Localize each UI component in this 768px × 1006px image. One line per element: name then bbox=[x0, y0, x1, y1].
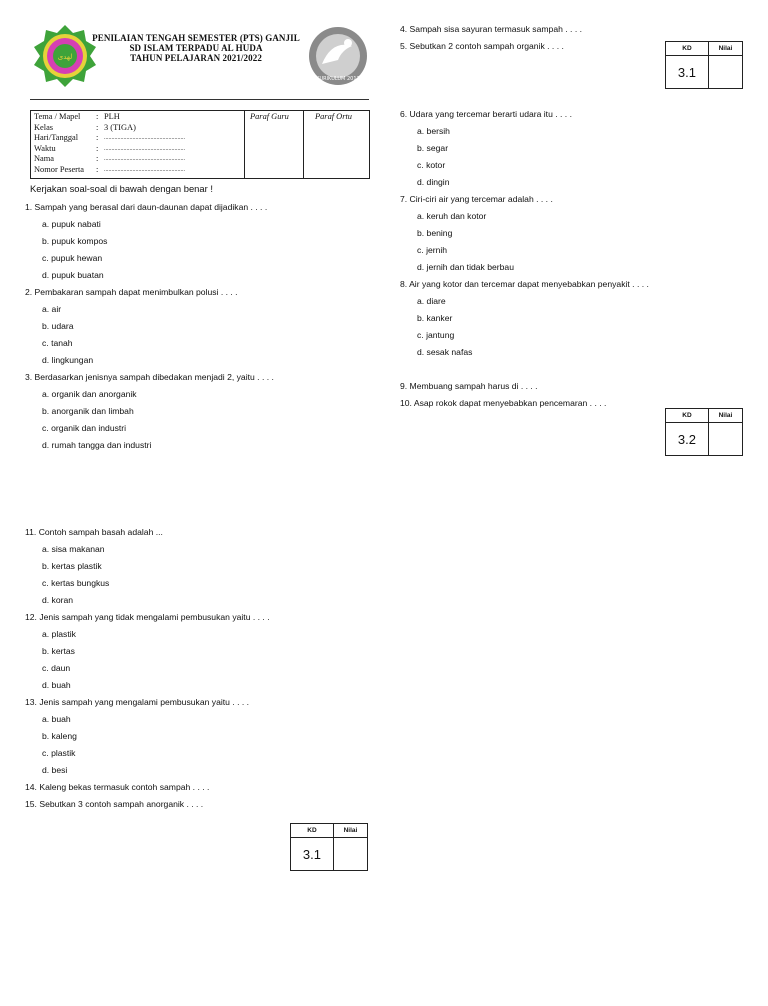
question-13-option: c. plastik bbox=[42, 748, 76, 758]
svg-text:ﻟﻬﺪﻯ: ﻟﻬﺪﻯ bbox=[57, 53, 73, 61]
kd-box-1 bbox=[665, 41, 743, 89]
identity-row: Hari/Tanggal : ...................................................... bbox=[34, 133, 185, 143]
question-11-option: c. kertas bungkus bbox=[42, 578, 110, 588]
question-3-option: c. organik dan industri bbox=[42, 423, 127, 433]
nilai-label: Nilai bbox=[708, 409, 742, 423]
identity-value: ...................................................... bbox=[104, 156, 185, 163]
identity-value: ...................................................... bbox=[104, 145, 185, 152]
question-1-option: c. pupuk hewan bbox=[42, 253, 103, 263]
header-line-3: TAHUN PELAJARAN 2021/2022 bbox=[130, 53, 262, 63]
question-10: 10. Asap rokok dapat menyebabkan pencemaran . . . . bbox=[400, 398, 607, 408]
identity-row: Waktu : ...................................................... bbox=[34, 143, 185, 153]
question-1-option: a. pupuk nabati bbox=[42, 219, 101, 229]
question-13: 13. Jenis sampah yang mengalami pembusukan yaitu . . . . bbox=[25, 697, 250, 707]
identity-label: Nomor Peserta bbox=[34, 164, 85, 174]
identity-value: 3 (TIGA) bbox=[104, 122, 136, 132]
question-7-option: c. jernih bbox=[417, 245, 448, 255]
question-12-option: b. kertas bbox=[42, 646, 75, 656]
header-line-2: SD ISLAM TERPADU AL HUDA bbox=[129, 43, 263, 53]
kd-box-2 bbox=[665, 408, 743, 456]
identity-label: Hari/Tanggal bbox=[34, 133, 79, 143]
question-15: 15. Sebutkan 3 contoh sampah anorganik . . . . bbox=[25, 799, 204, 809]
question-6-option: a. bersih bbox=[417, 126, 450, 136]
question-6-option: c. kotor bbox=[417, 160, 446, 170]
kd-box-3 bbox=[290, 823, 368, 871]
question-11-option: d. koran bbox=[42, 595, 74, 605]
paraf-guru-label: Paraf Guru bbox=[250, 112, 289, 121]
nilai-value[interactable] bbox=[708, 56, 742, 89]
identity-row: Nama : ...................................................... bbox=[34, 154, 185, 164]
question-2: 2. Pembakaran sampah dapat menimbulkan polusi . . . . bbox=[25, 287, 238, 297]
question-6-option: b. segar bbox=[417, 143, 449, 153]
identity-label: Tema / Mapel bbox=[34, 112, 81, 121]
kd-value: 3.1 bbox=[291, 838, 334, 871]
question-2-option: c. tanah bbox=[42, 338, 73, 348]
question-12-option: a. plastik bbox=[42, 629, 76, 639]
question-1: 1. Sampah yang berasal dari daun-daunan dapat dijadikan . . . . bbox=[25, 202, 268, 212]
question-3-option: d. rumah tangga dan industri bbox=[42, 440, 152, 450]
identity-rows bbox=[34, 112, 244, 176]
question-12: 12. Jenis sampah yang tidak mengalami pembusukan yaitu . . . . bbox=[25, 612, 270, 622]
question-3-option: a. organik dan anorganik bbox=[42, 389, 137, 399]
identity-value: ...................................................... bbox=[104, 135, 185, 142]
identity-value: ...................................................... bbox=[104, 166, 185, 173]
question-8-option: b. kanker bbox=[417, 313, 453, 323]
question-7-option: a. keruh dan kotor bbox=[417, 211, 487, 221]
question-4: 4. Sampah sisa sayuran termasuk sampah . . . . bbox=[400, 24, 582, 34]
identity-row: Nomor Peserta : ...................................................... bbox=[34, 164, 185, 174]
instruction: Kerjakan soal-soal di bawah dengan benar ! bbox=[30, 183, 213, 194]
question-8: 8. Air yang kotor dan tercemar dapat menyebabkan penyakit . . . . bbox=[400, 279, 649, 289]
svg-text:KURIKULUM 2013: KURIKULUM 2013 bbox=[316, 76, 360, 82]
question-12-option: d. buah bbox=[42, 680, 71, 690]
kd-label: KD bbox=[291, 824, 334, 838]
question-5: 5. Sebutkan 2 contoh sampah organik . . . . bbox=[400, 41, 564, 51]
question-8-option: c. jantung bbox=[417, 330, 455, 340]
nilai-value[interactable] bbox=[333, 838, 367, 871]
identity-label: Kelas bbox=[34, 122, 54, 132]
kd-value: 3.2 bbox=[666, 423, 709, 456]
question-8-option: d. sesak nafas bbox=[417, 347, 473, 357]
question-7-option: d. jernih dan tidak berbau bbox=[417, 262, 514, 272]
header-line-1: PENILAIAN TENGAH SEMESTER (PTS) GANJIL bbox=[92, 33, 300, 43]
identity-value: PLH bbox=[104, 112, 120, 121]
question-7-option: b. bening bbox=[417, 228, 453, 238]
question-2-option: d. lingkungan bbox=[42, 355, 94, 365]
question-3: 3. Berdasarkan jenisnya sampah dibedakan menjadi 2, yaitu . . . . bbox=[25, 372, 274, 382]
identity-label: Waktu bbox=[34, 143, 56, 153]
kd-value: 3.1 bbox=[666, 56, 709, 89]
question-7: 7. Ciri-ciri air yang tercemar adalah . . . . bbox=[400, 194, 553, 204]
question-1-option: b. pupuk kompos bbox=[42, 236, 108, 246]
question-3-option: b. anorganik dan limbah bbox=[42, 406, 134, 416]
nilai-label: Nilai bbox=[708, 42, 742, 56]
header-divider bbox=[30, 99, 369, 100]
identity-row: Kelas : 3 (TIGA) bbox=[34, 122, 136, 132]
question-14: 14. Kaleng bekas termasuk contoh sampah . . . . bbox=[25, 782, 210, 792]
question-13-option: a. buah bbox=[42, 714, 71, 724]
paraf-ortu-label: Paraf Ortu bbox=[315, 112, 352, 121]
identity-box bbox=[30, 110, 370, 179]
question-2-option: a. air bbox=[42, 304, 62, 314]
question-9: 9. Membuang sampah harus di . . . . bbox=[400, 381, 538, 391]
question-11: 11. Contoh sampah basah adalah ... bbox=[25, 527, 163, 537]
question-13-option: d. besi bbox=[42, 765, 68, 775]
kurikulum-2013-logo bbox=[308, 26, 368, 86]
identity-label: Nama bbox=[34, 154, 54, 164]
kd-label: KD bbox=[666, 42, 709, 56]
question-12-option: c. daun bbox=[42, 663, 71, 673]
nilai-value[interactable] bbox=[708, 423, 742, 456]
question-2-option: b. udara bbox=[42, 321, 74, 331]
question-6: 6. Udara yang tercemar berarti udara itu . . . . bbox=[400, 109, 572, 119]
kd-label: KD bbox=[666, 409, 709, 423]
identity-row: Tema / Mapel : PLH bbox=[34, 112, 120, 121]
question-13-option: b. kaleng bbox=[42, 731, 77, 741]
question-1-option: d. pupuk buatan bbox=[42, 270, 104, 280]
question-8-option: a. diare bbox=[417, 296, 446, 306]
question-11-option: b. kertas plastik bbox=[42, 561, 102, 571]
question-11-option: a. sisa makanan bbox=[42, 544, 105, 554]
question-6-option: d. dingin bbox=[417, 177, 450, 187]
nilai-label: Nilai bbox=[333, 824, 367, 838]
